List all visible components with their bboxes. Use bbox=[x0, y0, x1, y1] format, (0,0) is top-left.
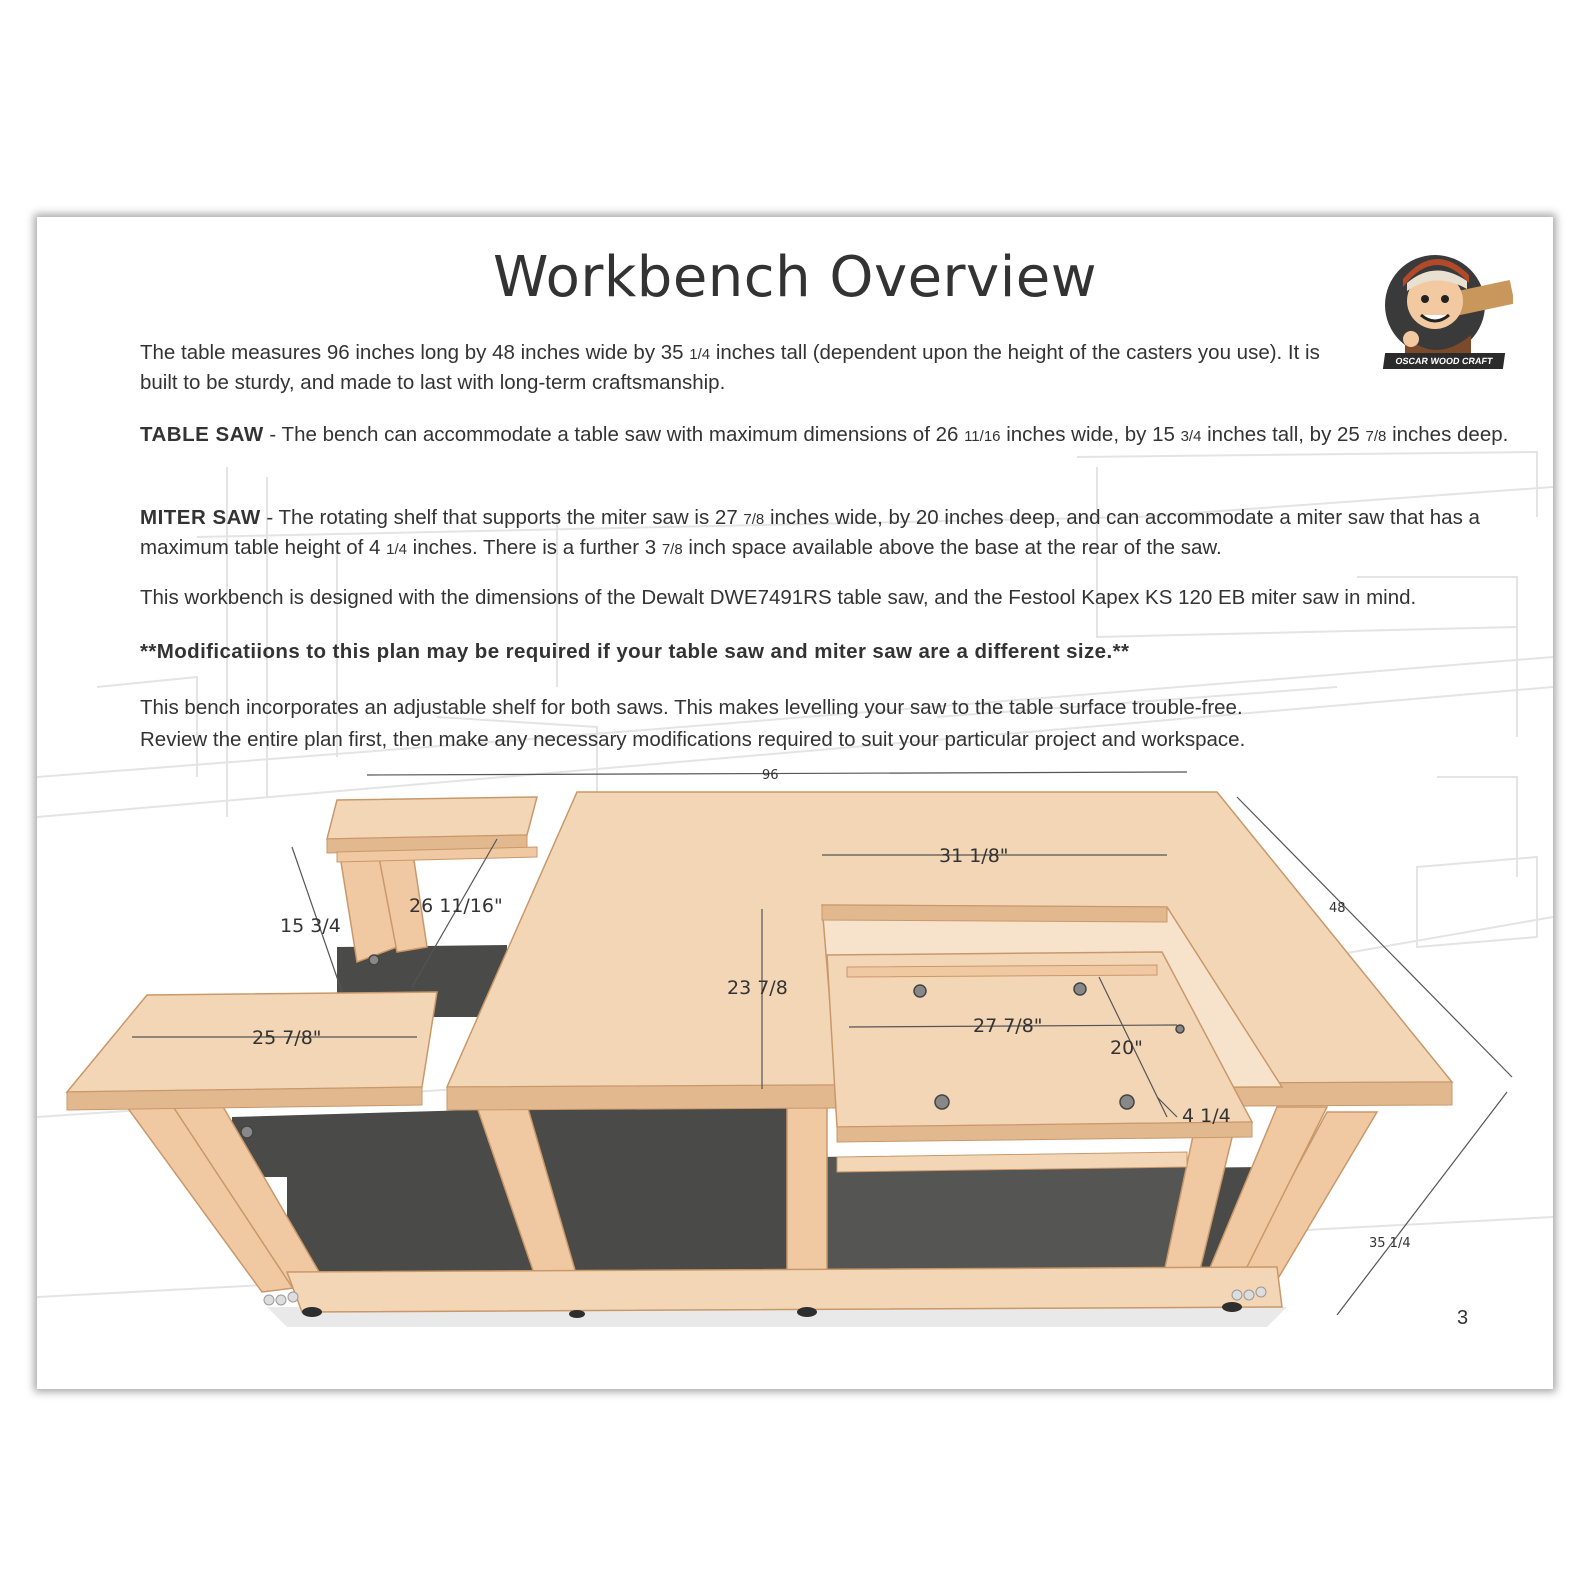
document-page bbox=[37, 217, 1553, 1389]
logo-text: OSCAR WOOD CRAFT bbox=[1383, 353, 1505, 369]
design-note-paragraph: This workbench is designed with the dimensions of the Dewalt DWE7491RS table saw, and the Festool Kapex KS 120 EB miter saw in mind. bbox=[140, 586, 1417, 609]
adjustable-paragraph: This bench incorporates an adjustable shelf for both saws. This makes levelling your saw to the table surface trouble-free. Review the entire plan first, then make any necessary modifications required to suit your particular project and workspace. bbox=[140, 696, 1246, 751]
miter-saw-paragraph: MITER SAW - The rotating shelf that supports the miter saw is 27 7/8 inches wide, by 20 inches deep, and can accommodate a miter saw that has a maximum table height of 4 1/4 inches. There is a further 3 7/8 inch space available above the base at the rear of the saw. bbox=[140, 506, 1480, 559]
dim-shelf-depth: 20" bbox=[1110, 1037, 1143, 1059]
dim-shelf-width: 27 7/8" bbox=[973, 1015, 1043, 1037]
table-saw-heading: TABLE SAW bbox=[140, 423, 264, 446]
page-title: Workbench Overview bbox=[492, 245, 1098, 310]
workbench-drawing bbox=[37, 757, 1553, 1357]
dim-length: 96 bbox=[762, 768, 779, 783]
miter-saw-heading: MITER SAW bbox=[140, 506, 261, 529]
dim-height: 35 1/4 bbox=[1369, 1236, 1411, 1251]
dim-saw-height: 15 3/4 bbox=[280, 915, 341, 937]
page-number: 3 bbox=[1457, 1307, 1469, 1329]
mascot-logo-icon bbox=[1383, 235, 1513, 371]
dim-top-depth: 23 7/8 bbox=[727, 977, 788, 999]
intro-paragraph: The table measures 96 inches long by 48 inches wide by 35 1/4 inches tall (dependent upon the height of the casters you use). It is built to be sturdy, and made to last with long-term craftsmanship. bbox=[140, 341, 1320, 394]
dim-miter-opening: 31 1/8" bbox=[939, 845, 1009, 867]
dim-saw-depth: 25 7/8" bbox=[252, 1027, 322, 1049]
warning-paragraph: **Modificatiions to this plan may be required if your table saw and miter saw are a different size.** bbox=[140, 640, 1130, 663]
dim-shelf-height: 4 1/4 bbox=[1182, 1105, 1231, 1127]
table-saw-paragraph: TABLE SAW - The bench can accommodate a table saw with maximum dimensions of 26 11/16 inches wide, by 15 3/4 inches tall, by 25 7/8 inches deep. bbox=[140, 423, 1509, 446]
dim-width: 48 bbox=[1329, 901, 1346, 916]
dim-saw-width: 26 11/16" bbox=[409, 895, 503, 917]
